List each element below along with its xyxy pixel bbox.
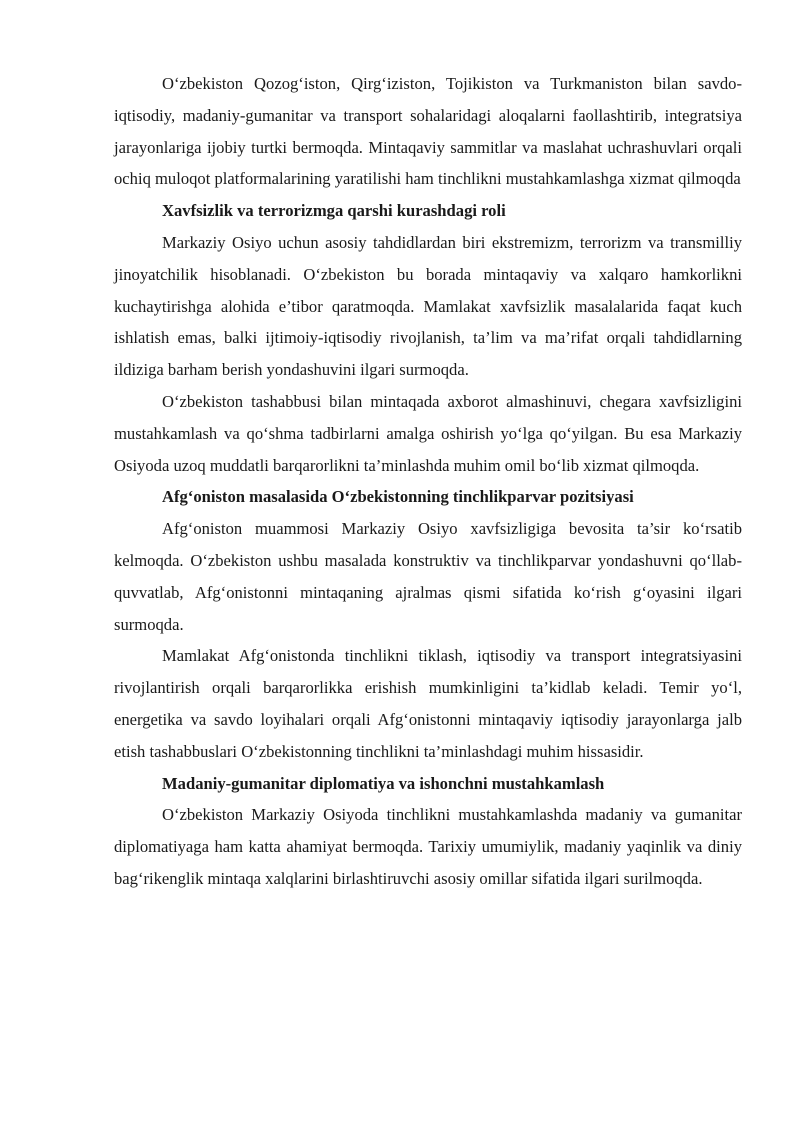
paragraph-cultural-diplomacy: O‘zbekiston Markaziy Osiyoda tinchlikni mustahkamlashda madaniy va gumanitar diplomatiyaga ham katta ahamiyat bermoqda. Tarixiy umumiylik, madaniy yaqinlik va diniy bag‘rikenglik mintaqa xalqlarini birlashtiruvchi asosiy omillar sifatida ilgari surilmoqda. [114,805,742,888]
section-heading-security: Xavfsizlik va terrorizmga qarshi kurashdagi roli [162,201,506,221]
paragraph-security-initiatives: O‘zbekiston tashabbusi bilan mintaqada axborot almashinuvi, chegara xavfsizligini mustahkamlash va qo‘shma tadbirlarni amalga oshirish yo‘lga qo‘yilgan. Bu esa Markaziy Osiyoda uzoq muddatli barqarorlikni ta’minlashda muhim omil bo‘lib xizmat qilmoqda. [114,391,742,475]
document-page [114,68,742,895]
section-heading-afghanistan: Afg‘oniston masalasida O‘zbekistonning tinchlikparvar pozitsiyasi [162,487,634,507]
section-heading-cultural-diplomacy: Madaniy-gumanitar diplomatiya va ishonchni mustahkamlash [162,773,605,793]
paragraph-afghanistan-integration: Mamlakat Afg‘onistonda tinchlikni tiklash, iqtisodiy va transport integratsiyasini rivojlantirish orqali barqarorlikka erishish mumkinligini ta’kidlab keladi. Temir yo‘l, energetika va savdo loyihalari orqali Afg‘onistonni mintaqaviy iqtisodiy jarayonlarga jalb etish tashabbuslari O‘zbekistonning tinchlikni ta’minlashdagi muhim hissasidir. [114,646,742,761]
paragraph-regional-cooperation: O‘zbekiston Qozog‘iston, Qirg‘iziston, Tojikiston va Turkmaniston bilan savdo-iqtisodiy, madaniy-gumanitar va transport sohalaridagi aloqalarni faollashtirib, integratsiya jarayonlariga ijobiy turtki bermoqda. Mintaqaviy sammitlar va maslahat uchrashuvlari orqali ochiq muloqot platformalarining yaratilishi ham tinchlikni mustahkamlashga xizmat qilmoqda [114,74,742,189]
paragraph-afghanistan-problem: Afg‘oniston muammosi Markaziy Osiyo xavfsizligiga bevosita ta’sir ko‘rsatib kelmoqda. O‘zbekiston ushbu masalada konstruktiv va tinchlikparvar yondashuvni qo‘llab-quvvatlab, Afg‘onistonni mintaqaning ajralmas qismi sifatida ko‘rish g‘oyasini ilgari surmoqda. [114,519,742,634]
paragraph-security-threats: Markaziy Osiyo uchun asosiy tahdidlardan biri ekstremizm, terrorizm va transmilliy jinoyatchilik hisoblanadi. O‘zbekiston bu borada mintaqaviy va xalqaro hamkorlikni kuchaytirishga alohida e’tibor qaratmoqda. Mamlakat xavfsizlik masalalarida faqat kuch ishlatish emas, balki ijtimoiy-iqtisodiy rivojlanish, ta’lim va ma’rifat orqali tahdidlarning ildiziga barham berish yondashuvini ilgari surmoqda. [114,232,742,380]
